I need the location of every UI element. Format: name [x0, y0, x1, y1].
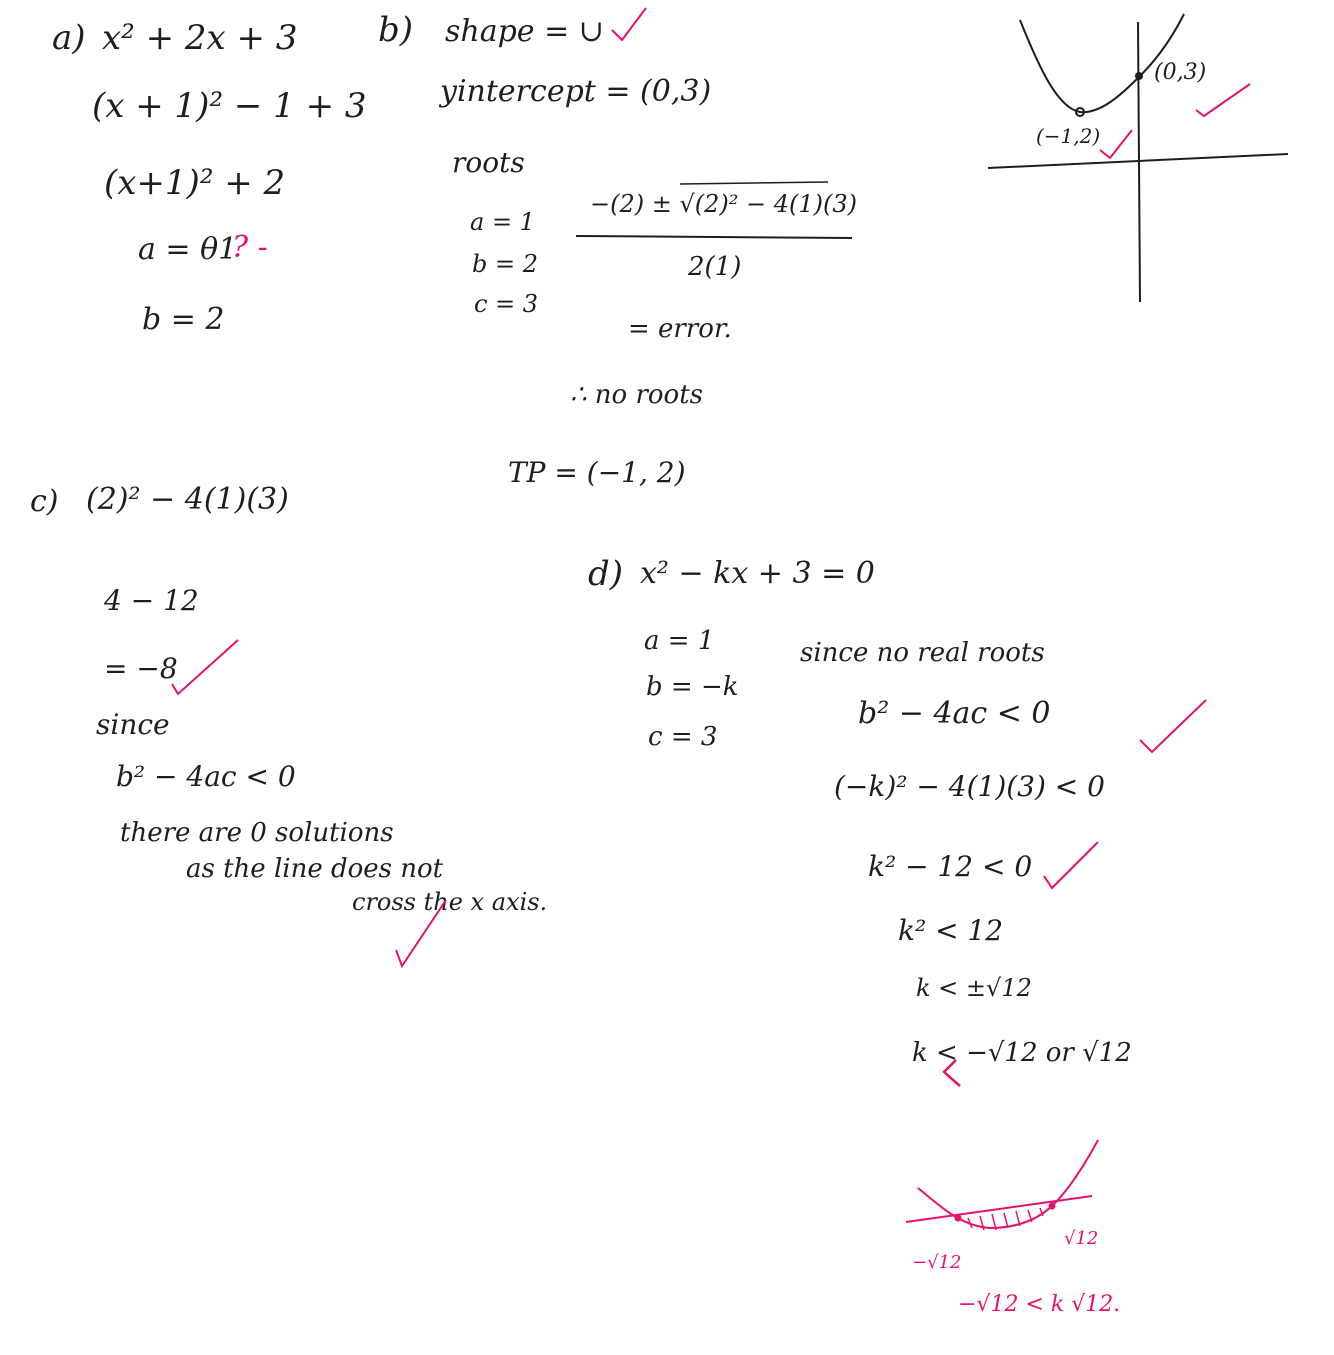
graph-parabola — [1020, 14, 1184, 112]
part-b-coef-c: c = 3 — [474, 290, 539, 318]
part-d-coef-c: c = 3 — [648, 722, 718, 752]
part-a-line-2: (x + 1)² − 1 + 3 — [92, 86, 367, 126]
part-b-label: b) — [378, 10, 414, 50]
part-b-fraction-bar — [576, 236, 852, 238]
part-b-formula-denominator: 2(1) — [688, 252, 742, 282]
part-b-shape: shape = ∪ — [445, 14, 604, 49]
part-b-roots-heading: roots — [452, 146, 525, 179]
part-d-sketch-left: −√12 — [912, 1252, 962, 1273]
part-d-step-2: (−k)² − 4(1)(3) < 0 — [834, 770, 1105, 803]
part-b-coef-b: b = 2 — [472, 250, 538, 278]
part-c-expression: (2)² − 4(1)(3) — [86, 482, 289, 517]
part-a-line-1: x² + 2x + 3 — [102, 18, 298, 58]
graph-y-axis — [1138, 22, 1140, 302]
part-b-result: = error. — [628, 314, 732, 344]
part-b-coef-a: a = 1 — [470, 208, 535, 236]
part-d-coef-b: b = −k — [646, 672, 739, 702]
part-d-coef-a: a = 1 — [644, 626, 715, 656]
part-b-conclusion: ∴ no roots — [570, 380, 703, 410]
check-intercept-icon — [1196, 84, 1250, 116]
part-d-step-5: k < ±√12 — [916, 974, 1032, 1002]
check-d-inequality-icon — [1140, 700, 1206, 752]
part-d-step-4: k² < 12 — [898, 914, 1004, 947]
part-a-line-3: (x+1)² + 2 — [104, 163, 286, 203]
part-b-turning-point: TP = (−1, 2) — [508, 456, 686, 489]
part-d-step-3: k² − 12 < 0 — [868, 850, 1033, 883]
graph-intercept-point — [1135, 72, 1143, 80]
part-b-sqrt-bar — [680, 182, 828, 184]
check-d-step3-icon — [1044, 842, 1098, 888]
correction-arrow-icon — [944, 1060, 960, 1086]
part-c-result: = −8 — [104, 652, 178, 685]
part-d-step-6: k < −√12 or √12 — [912, 1038, 1132, 1068]
part-a-coef-b: b = 2 — [142, 302, 225, 337]
part-d-since: since no real roots — [800, 638, 1045, 668]
sketch-left-root — [955, 1215, 962, 1222]
part-b-formula-numerator: −(2) ± √(2)² − 4(1)(3) — [590, 190, 858, 218]
check-vertex-icon — [1100, 130, 1132, 158]
check-shape-icon — [612, 8, 646, 40]
part-d-equation: x² − kx + 3 = 0 — [640, 556, 875, 591]
part-d-label: d) — [588, 554, 624, 594]
check-c-explain-icon — [396, 900, 446, 966]
part-c-explain-2: as the line does not — [186, 854, 444, 884]
part-a-label: a) — [52, 18, 86, 58]
check-c-result-icon — [172, 640, 238, 694]
part-c-explain-1: there are 0 solutions — [120, 818, 394, 848]
part-c-inequality: b² − 4ac < 0 — [116, 760, 296, 793]
part-c-since: since — [96, 708, 170, 741]
graph-vertex-label: (−1,2) — [1036, 124, 1101, 148]
part-d-sketch-right: √12 — [1064, 1228, 1099, 1249]
part-b-y-intercept: yintercept = (0,3) — [440, 74, 712, 109]
sketch-right-root — [1049, 1203, 1056, 1210]
graph-intercept-label: (0,3) — [1154, 60, 1207, 85]
part-d-step-1: b² − 4ac < 0 — [858, 696, 1051, 731]
part-a-coef-a: a = θ1 — [138, 232, 238, 267]
sketch-parabola — [918, 1140, 1098, 1228]
part-d-final: −√12 < k √12. — [958, 1292, 1121, 1317]
part-a-marker-note: ? - — [232, 230, 268, 265]
part-c-label: c) — [30, 484, 59, 519]
part-c-step: 4 − 12 — [104, 584, 199, 617]
part-c-explain-3: cross the x axis. — [352, 888, 548, 916]
